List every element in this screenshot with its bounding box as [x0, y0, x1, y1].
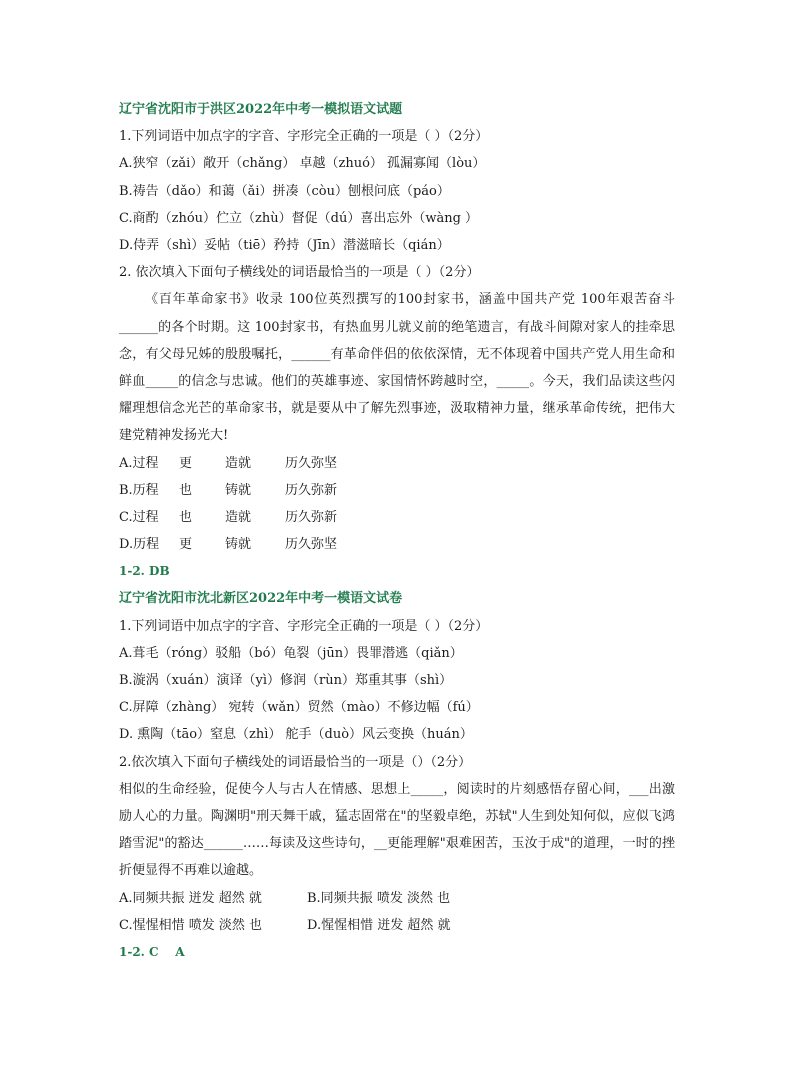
option-word: 历久弥新	[285, 482, 338, 498]
option-label: A.过程	[119, 455, 159, 471]
option-a: A.葺毛（róng）驳船（bó）龟裂（jūn）畏罪潜逃（qiǎn）	[119, 645, 463, 661]
question-stem: 2. 依次填入下面句子横线处的词语最恰当的一项是（ ）（2分）	[119, 265, 480, 281]
option-c: C.屏障（zhàng） 宛转（wǎn）贸然（mào）不修边幅（fú）	[119, 700, 479, 716]
option-word: 更	[179, 455, 193, 471]
option-row	[119, 912, 675, 939]
option-word: 造就	[225, 455, 252, 471]
option-label: D.历程	[119, 537, 160, 553]
answer-key: 1-2. C A	[119, 944, 185, 959]
option-b: B.漩涡（xuán）演译（yì）修润（rùn）郑重其事（shì）	[119, 673, 453, 689]
option-c: C.商酌（zhóu）伫立（zhù）督促（dú）喜出忘外（wàng ）	[119, 210, 479, 226]
option-word: 历久弥新	[285, 509, 338, 525]
option-label: B.历程	[119, 482, 159, 498]
option-label: C.过程	[119, 509, 159, 525]
passage: 相似的生命经验，促使今人与古人在情感、思想上_____，阅读时的片刻感悟存留心间，___出激励人心的力量。陶渊明"刑天舞干戚，猛志固常在"的坚毅卓绝，苏轼"人生到处知何似，应似飞鸿踏雪泥"的豁达______……每读及这些诗句，__更能理解"艰难困苦，玉汝于成"的道理，一时的挫折便显得不再难以逾越。	[119, 781, 675, 879]
section-title: 辽宁省沈阳市于洪区2022年中考一模拟语文试题	[119, 102, 403, 117]
option-c	[119, 504, 675, 531]
passage: 《百年革命家书》收录 100位英烈撰写的100封家书，涵盖中国共产党 100年艰苦奋斗______的各个时期。这 100封家书，有热血男儿就义前的绝笔遗言，有战斗间隙对家人的挂牵思念，有父母兄姊的殷殷嘱托，______有革命伴侣的依依深情，无不体现着中国共产党人用生命和鲜血_____的信念与忠诚。他们的英雄事迹、家国情怀跨越时空，_____。今天，我们品读这些闪耀理想信念光芒的革命家书，就是要从中了解先烈事迹，汲取精神力量，继承革命传统，把伟大建党精神发扬光大!	[119, 292, 675, 444]
option-b: B.同频共振 喷发 淡然 也	[307, 890, 451, 906]
option-word: 更	[179, 537, 193, 553]
option-word: 造就	[225, 509, 252, 525]
option-b	[119, 477, 675, 504]
option-d: D. 熏陶（tāo）窒息（zhì） 舵手（duò）风云变换（huán）	[119, 727, 473, 743]
option-row	[119, 885, 675, 912]
option-word: 历久弥坚	[285, 537, 338, 553]
option-b: B.祷告（dǎo）和蔼（ǎi）拼凑（còu）刨根问底（páo）	[119, 183, 450, 199]
option-a	[119, 450, 675, 477]
option-a: A.同频共振 迸发 超然 就	[119, 890, 262, 906]
question-stem: 1.下列词语中加点字的字音、字形完全正确的一项是（ ）（2分）	[119, 618, 489, 634]
question-stem: 1.下列词语中加点字的字音、字形完全正确的一项是（ ）（2分）	[119, 129, 489, 145]
option-word: 铸就	[225, 482, 252, 498]
document-content	[119, 96, 675, 966]
option-word: 也	[179, 482, 193, 498]
option-d: D.侍弄（shì）妥帖（tiē）矜持（Jīn）潜滋暗长（qián）	[119, 237, 450, 253]
option-c: C.惺惺相惜 喷发 淡然 也	[119, 917, 263, 933]
option-d	[119, 531, 675, 558]
option-word: 历久弥坚	[285, 455, 338, 471]
option-word: 铸就	[225, 537, 252, 553]
option-word: 也	[179, 509, 193, 525]
answer-key: 1-2. DB	[119, 564, 170, 579]
option-d: D.惺惺相惜 迸发 超然 就	[307, 917, 451, 933]
question-stem: 2.依次填入下面句子横线处的词语最恰当的一项是（）（2分）	[119, 754, 472, 770]
section-title: 辽宁省沈阳市沈北新区2022年中考一模语文试卷	[119, 591, 403, 607]
option-a: A.狭窄（zǎi）敞开（chǎng） 卓越（zhuó） 孤漏寡闻（lòu）	[119, 156, 486, 172]
